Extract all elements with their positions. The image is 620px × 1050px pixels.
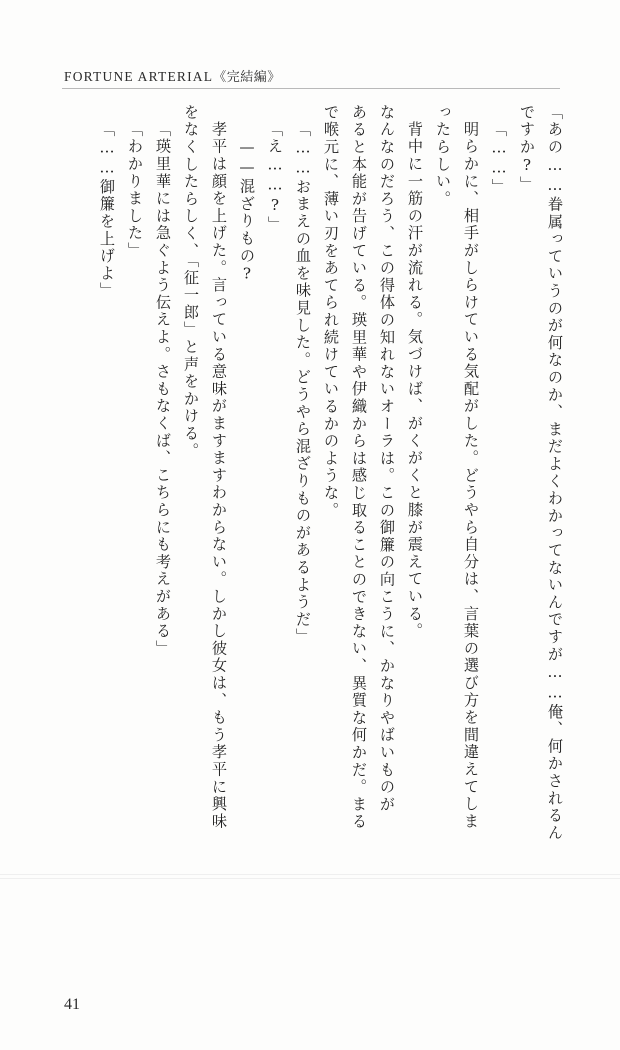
text-line: をなくしたらしく、「征一郎」と声をかける。	[182, 104, 200, 460]
text-line: 「あの……眷属っていうのが何なのか、まだよくわかってないんですが……俺、何かされるん	[546, 104, 564, 842]
page-number: 41	[64, 996, 80, 1013]
text-line: ——混ざりもの?	[238, 138, 256, 285]
header-title-latin: FORTUNE ARTERIAL	[64, 69, 214, 84]
text-line: ですか?」	[518, 104, 536, 194]
body-text	[54, 104, 562, 934]
page-header	[64, 66, 281, 85]
header-divider	[62, 88, 560, 89]
text-line: 明らかに、相手がしらけている気配がした。どうやら自分は、言葉の選び方を間違えてしま	[462, 121, 480, 831]
text-line: 「……御簾を上げよ」	[98, 121, 116, 300]
text-line: 「……」	[490, 121, 508, 196]
text-line: 「え……?」	[266, 121, 284, 234]
text-line: で喉元に、薄い刃をあてられ続けているかのような。	[322, 104, 340, 520]
text-line: ったらしい。	[434, 104, 452, 208]
text-line: 「わかりました」	[126, 121, 144, 260]
text-line: 孝平は顔を上げた。言っている意味がますますわからない。しかし彼女は、もう孝平に興味	[210, 121, 228, 831]
text-line: 「瑛里華には急ぐよう伝えよ。さもなくば、こちらにも考えがある」	[154, 121, 172, 658]
text-line: なんなのだろう、この得体の知れないオーラは。この御簾の向こうに、かなりやばいものが	[378, 104, 396, 814]
text-line: 背中に一筋の汗が流れる。気づけば、がくがくと膝が震えている。	[406, 121, 424, 640]
text-line: あると本能が告げている。瑛里華や伊織からは感じ取ることのできない、異質な何かだ。まる	[350, 104, 368, 831]
text-line: 「……おまえの血を味見した。どうやら混ざりものがあるようだ」	[294, 121, 312, 646]
header-title-jp: 《完結編》	[213, 69, 281, 84]
